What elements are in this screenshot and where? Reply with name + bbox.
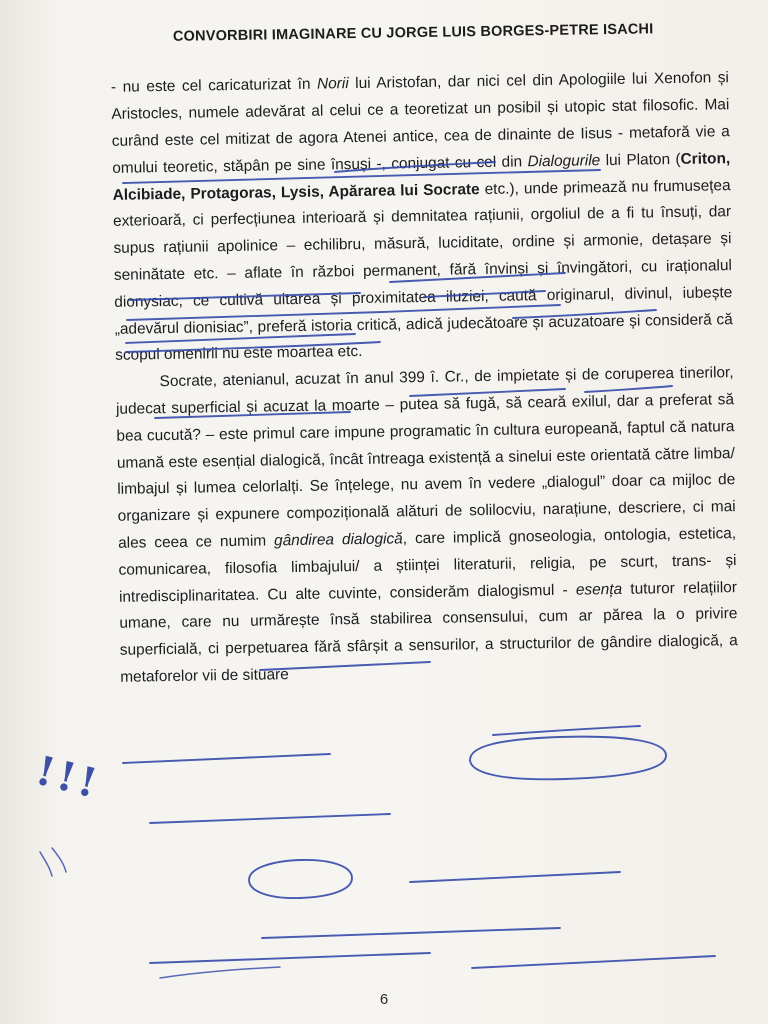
paragraph-1-run-7: etc.), unde primează nu frumusețea exterioară, ci perfecțiunea interioară și demnitatea rațiunii, orgoliul de a fi tu însuți, dar supus rațiunii apolinice – echilibru, măsură, luciditate, ordine și armonie, detașare și seninătate etc. – aflate în război permanent, fără învinși și învingători, cu iraționalul dionysiac, ce cultivă uitarea și proximitatea iluziei, caută originarul, divinul, iubește „adevărul dionisiac”, preferă istoria critică, adică judecătoare și acuzatoare și consideră că scopul omenirii nu este moartea etc. [112, 176, 733, 365]
paragraph-1-run-1: - nu este cel caricaturizat în [110, 76, 318, 97]
paragraph-1-run-2: Norii [316, 75, 349, 94]
page-content [110, 17, 743, 1009]
paragraph-1-run-6: Criton, Alcibiade, Protagoras, Lysis, Apărarea lui Socrate [112, 149, 731, 204]
paragraph-1-run-5: lui Platon ( [600, 150, 681, 170]
paragraph-2-run-5: , care implică gnoseologia, ontologia, estetica, comunicarea, filosofia limbajului/ a științei literaturii, religia, pe scurt, trans- și intredisciplinaritatea. Cu alte cuvinte, considerăm dialogismul - [118, 525, 737, 606]
paragraph-2-run-3: , ci mai ales ceea ce numim [118, 498, 736, 552]
paragraph-2 [115, 360, 738, 691]
body-text [111, 66, 739, 692]
paragraph-1 [111, 66, 734, 370]
paragraph-1-run-3: lui Aristofan, dar nici cel din Apologiile lui Xenofon și Aristocles, numele adevărat al celui ce a teoretizat un posibil și utopic stat filosofic. Mai curând este cel mitizat de agora Atenei antice, cea de dinainte de Iisus - metaforă vie a omului teoretic, stăpân pe sine însuși -, conjugat cu cel din [111, 69, 730, 177]
page-number: 6 [379, 991, 389, 1008]
paragraph-2-run-1: Socrate, atenianul, acuzat în anul 399 î. Cr., de impietate și de coruperea tinerilor, judecat superficial și acuzat la moarte – putea să fugă, să ceară exilul, dar a preferat să bea cucută? – este primul care impune programatic în cultura europeană, faptul că natura umană este esențial dialogică, încât întreaga existență a sinelui este orientată către limba/ limbajul și lumea celorlalți. Se înțelege, nu avem în vedere „dialogul” doar ca mijloc de organizare și expunere compozițională alături de [115, 364, 736, 526]
handwritten-margin-note [0, 331, 92, 476]
paragraph-2-run-6: esența [575, 580, 623, 599]
page-title: CONVORBIRI IMAGINARE CU JORGE LUIS BORGES-PETRE ISACHI [172, 21, 654, 45]
paragraph-2-run-4: gândirea dialogică [273, 530, 403, 550]
paragraph-1-run-4: Dialogurile [527, 152, 601, 171]
paragraph-2-run-2: solilocviu, narațiune, descriere [469, 499, 682, 520]
handwritten-exclamation-mark: !!! [31, 746, 106, 809]
paragraph-2-run-7: tuturor relațiilor umane, care nu urmărește însă stabilirea consensului, cum ar părea la o privire superficială, ci perpetuarea fără sfârșit a sensurilor, a structurilor de gândire dialogică, a metaforelor vii de situare [119, 578, 738, 686]
